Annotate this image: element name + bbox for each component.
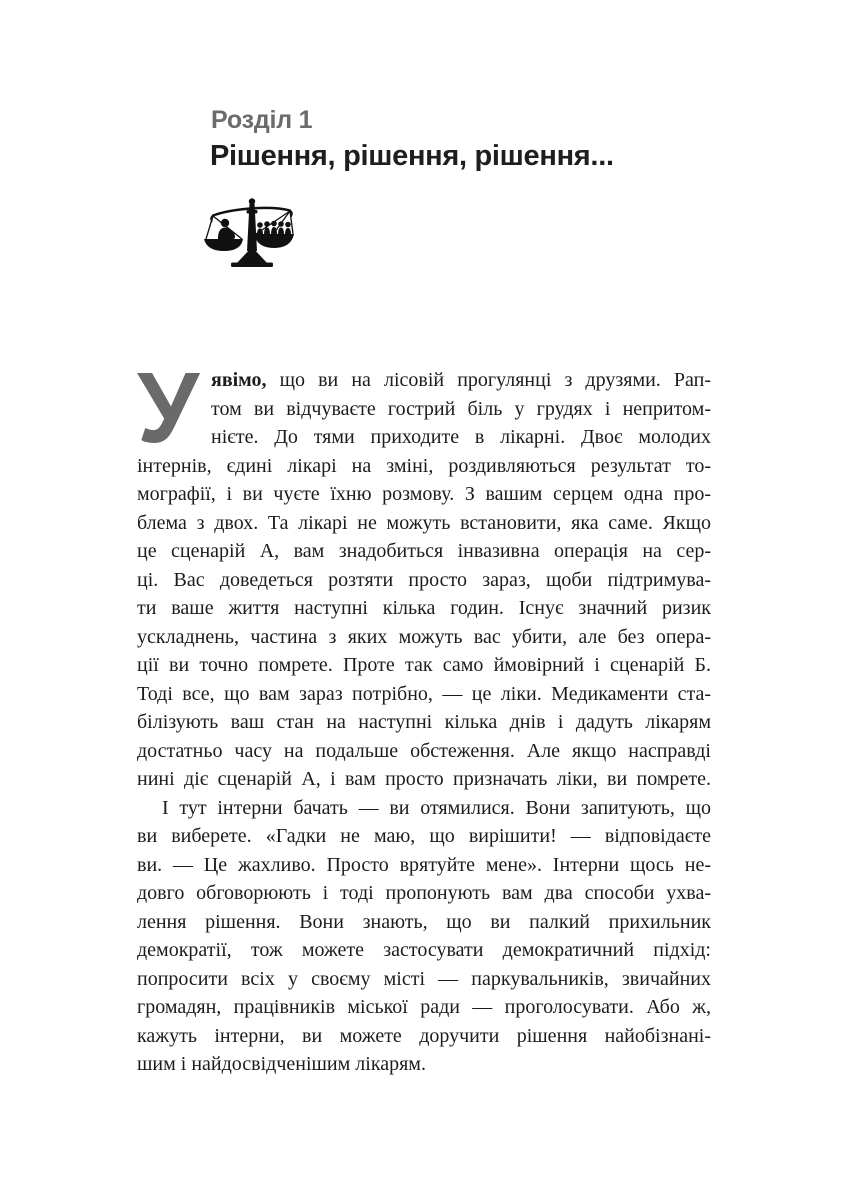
- text-line: том ви відчуваєте гострий біль у грудях і непритом-: [211, 397, 711, 420]
- text-line: лення рішення. Вони знають, що ви палкий прихильник: [137, 910, 711, 933]
- text-line: ускладнень, частина з яких можуть вас убити, але без опера-: [137, 625, 711, 648]
- body-text-block: [137, 352, 711, 1079]
- text-line: ці. Вас доведеться розтяти просто зараз, щоби підтримува-: [137, 568, 711, 591]
- chapter-title: Рішення, рішення, рішення...: [210, 140, 614, 172]
- first-line-text: що ви на лісовій прогулянці з друзями. Рап-: [266, 369, 711, 391]
- text-line: демократії, тож можете застосувати демократичний підхід:: [137, 939, 711, 961]
- dropcap-letter: У: [137, 352, 200, 464]
- text-line: ви виберете. «Гадки не маю, що вирішити! — відповідаєте: [137, 825, 711, 847]
- text-line: ції ви точно помрете. Проте так само ймовірний і сценарій Б.: [137, 654, 711, 676]
- text-line: мографії, і ви чуєте їхню розмову. З вашим серцем одна про-: [137, 483, 711, 505]
- text-line: ти ваше життя наступні кілька годин. Існує значний ризик: [137, 597, 711, 619]
- text-line: нієте. До тями приходите в лікарні. Двоє молодих: [211, 426, 711, 448]
- paragraph-2: [137, 794, 711, 1079]
- paragraph-1: [137, 395, 711, 794]
- text-line: ви. — Це жахливо. Просто врятуйте мене». Інтерни щось не-: [137, 853, 711, 876]
- text-line: Тоді все, що вам зараз потрібно, — це ліки. Медикаменти ста-: [137, 682, 711, 705]
- text-line: блема з двох. Та лікарі не можуть встановити, яка саме. Якщо: [137, 511, 711, 534]
- text-line: інтернів, єдині лікарі на зміні, роздивляються результат то-: [137, 454, 711, 477]
- text-line: І тут інтерни бачать — ви отямилися. Вони запитують, що: [162, 796, 711, 819]
- text-line: це сценарій А, вам знадобиться інвазивна операція на сер-: [137, 540, 711, 562]
- body-first-line: [137, 366, 711, 395]
- text-line: довго обговорюють і тоді пропонують вам два способи ухва-: [137, 882, 711, 904]
- text-line: нині діє сценарій А, і вам просто призначать ліки, ви помрете.: [137, 768, 711, 790]
- text-line: попросити всіх у своєму місті — паркувальників, звичайних: [137, 967, 711, 990]
- text-line: білізують ваш стан на наступні кілька днів і дадуть лікарям: [137, 711, 711, 733]
- text-line: громадян, працівників міської ради — проголосувати. Або ж,: [137, 996, 711, 1018]
- text-line: шим і найдосвідченішим лікарям.: [137, 1053, 426, 1075]
- chapter-number-label: Розділ 1: [211, 106, 313, 134]
- text-line: кажуть інтерни, ви можете доручити рішення найобізнані-: [137, 1024, 711, 1047]
- text-line: достатньо часу на подальше обстеження. Але якщо насправді: [137, 739, 711, 762]
- lead-bold-word: явімо,: [211, 369, 267, 391]
- scales-of-justice-icon: [203, 197, 297, 271]
